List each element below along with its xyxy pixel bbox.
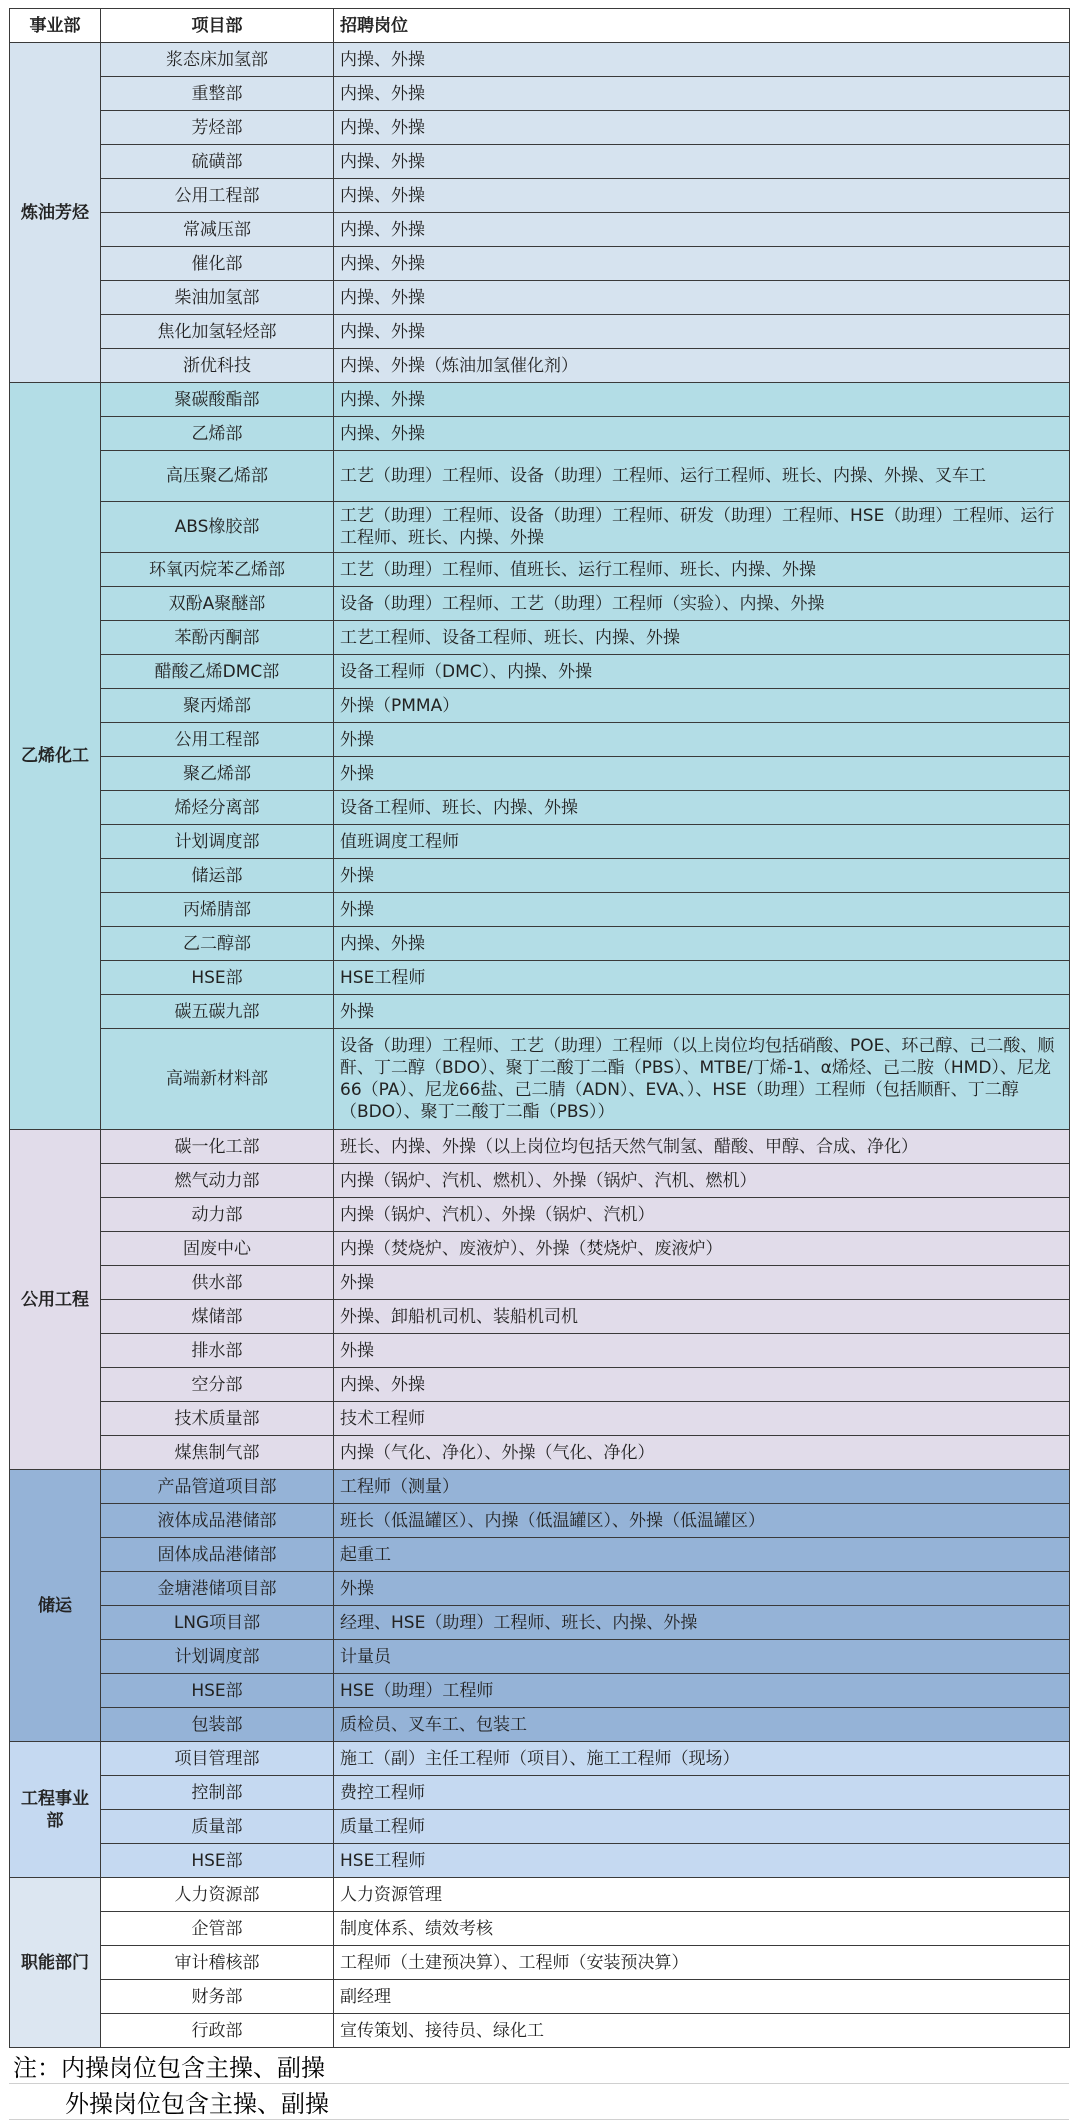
- project-cell: 人力资源部: [101, 1878, 334, 1912]
- note-line-2: 外操岗位包含主操、副操: [9, 2084, 545, 2120]
- table-row: [10, 1300, 1070, 1334]
- table-row: [10, 1198, 1070, 1232]
- table-row: [10, 1572, 1070, 1606]
- position-cell: 施工（副）主任工程师（项目）、施工工程师（现场）: [334, 1742, 1070, 1776]
- table-row: [10, 1334, 1070, 1368]
- project-cell: 煤焦制气部: [101, 1436, 334, 1470]
- position-cell: 起重工: [334, 1538, 1070, 1572]
- project-cell: 金塘港储项目部: [101, 1572, 334, 1606]
- project-cell: 企管部: [101, 1912, 334, 1946]
- table-row: [10, 689, 1070, 723]
- table-row: [10, 723, 1070, 757]
- position-cell: 内操、外操: [334, 247, 1070, 281]
- table-row: [10, 247, 1070, 281]
- table-row: [10, 1640, 1070, 1674]
- project-cell: 产品管道项目部: [101, 1470, 334, 1504]
- table-row: [10, 961, 1070, 995]
- position-cell: 内操、外操: [334, 281, 1070, 315]
- table-row: [10, 1436, 1070, 1470]
- project-cell: 煤储部: [101, 1300, 334, 1334]
- table-body: [10, 43, 1070, 2048]
- project-cell: 公用工程部: [101, 179, 334, 213]
- project-cell: 财务部: [101, 1980, 334, 2014]
- position-cell: 值班调度工程师: [334, 825, 1070, 859]
- position-cell: 内操、外操: [334, 77, 1070, 111]
- table-row: [10, 655, 1070, 689]
- position-cell: 工艺工程师、设备工程师、班长、内操、外操: [334, 621, 1070, 655]
- header-position: 招聘岗位: [334, 9, 1070, 43]
- table-row: [10, 1674, 1070, 1708]
- project-cell: 催化部: [101, 247, 334, 281]
- table-row: [10, 1266, 1070, 1300]
- recruitment-table: [9, 8, 1070, 2048]
- table-row: [10, 349, 1070, 383]
- position-cell: 工艺（助理）工程师、设备（助理）工程师、运行工程师、班长、内操、外操、叉车工: [334, 451, 1070, 502]
- project-cell: 燃气动力部: [101, 1164, 334, 1198]
- table-row: [10, 43, 1070, 77]
- position-cell: 外操: [334, 859, 1070, 893]
- table-row: [10, 383, 1070, 417]
- position-cell: 外操: [334, 995, 1070, 1029]
- position-cell: 班长、内操、外操（以上岗位均包括天然气制氢、醋酸、甲醇、合成、净化）: [334, 1130, 1070, 1164]
- notes: [9, 2048, 1069, 2120]
- position-cell: 内操、外操: [334, 315, 1070, 349]
- table-row: [10, 825, 1070, 859]
- project-cell: 液体成品港储部: [101, 1504, 334, 1538]
- project-cell: HSE部: [101, 1674, 334, 1708]
- position-cell: 外操: [334, 1572, 1070, 1606]
- header-division: 事业部: [10, 9, 101, 43]
- position-cell: 外操、卸船机司机、装船机司机: [334, 1300, 1070, 1334]
- project-cell: 计划调度部: [101, 1640, 334, 1674]
- position-cell: 内操、外操: [334, 927, 1070, 961]
- position-cell: 内操、外操: [334, 145, 1070, 179]
- project-cell: 浆态床加氢部: [101, 43, 334, 77]
- project-cell: 计划调度部: [101, 825, 334, 859]
- table-row: [10, 315, 1070, 349]
- position-cell: 内操、外操: [334, 43, 1070, 77]
- table-row: [10, 2014, 1070, 2048]
- position-cell: HSE工程师: [334, 1844, 1070, 1878]
- division-cell: 职能部门: [10, 1878, 101, 2048]
- table-row: [10, 1980, 1070, 2014]
- table-row: [10, 502, 1070, 553]
- position-cell: 内操、外操: [334, 179, 1070, 213]
- position-cell: 内操、外操（炼油加氢催化剂）: [334, 349, 1070, 383]
- header-row: [10, 9, 1070, 43]
- position-cell: 内操、外操: [334, 1368, 1070, 1402]
- project-cell: 储运部: [101, 859, 334, 893]
- position-cell: 外操: [334, 893, 1070, 927]
- position-cell: 工艺（助理）工程师、设备（助理）工程师、研发（助理）工程师、HSE（助理）工程师、运行工程师、班长、内操、外操: [334, 502, 1070, 553]
- position-cell: 设备工程师、班长、内操、外操: [334, 791, 1070, 825]
- division-cell: 工程事业部: [10, 1742, 101, 1878]
- position-cell: 内操、外操: [334, 383, 1070, 417]
- table-row: [10, 1029, 1070, 1130]
- position-cell: 计量员: [334, 1640, 1070, 1674]
- table-row: [10, 1708, 1070, 1742]
- position-cell: 制度体系、绩效考核: [334, 1912, 1070, 1946]
- project-cell: ABS橡胶部: [101, 502, 334, 553]
- project-cell: 高压聚乙烯部: [101, 451, 334, 502]
- project-cell: 浙优科技: [101, 349, 334, 383]
- table-row: [10, 587, 1070, 621]
- position-cell: 内操（锅炉、汽机）、外操（锅炉、汽机）: [334, 1198, 1070, 1232]
- project-cell: 固体成品港储部: [101, 1538, 334, 1572]
- project-cell: 碳一化工部: [101, 1130, 334, 1164]
- position-cell: HSE（助理）工程师: [334, 1674, 1070, 1708]
- table-row: [10, 995, 1070, 1029]
- position-cell: 内操、外操: [334, 111, 1070, 145]
- table-row: [10, 553, 1070, 587]
- table-row: [10, 1470, 1070, 1504]
- project-cell: 行政部: [101, 2014, 334, 2048]
- project-cell: 环氧丙烷苯乙烯部: [101, 553, 334, 587]
- project-cell: 烯烃分离部: [101, 791, 334, 825]
- division-cell: 公用工程: [10, 1130, 101, 1470]
- project-cell: 乙二醇部: [101, 927, 334, 961]
- position-cell: 外操: [334, 1334, 1070, 1368]
- project-cell: 审计稽核部: [101, 1946, 334, 1980]
- table-row: [10, 1606, 1070, 1640]
- project-cell: 苯酚丙酮部: [101, 621, 334, 655]
- recruitment-sheet: [9, 8, 1077, 2120]
- position-cell: 设备（助理）工程师、工艺（助理）工程师（以上岗位均包括硝酸、POE、环己醇、己二酸、顺酐、丁二醇（BDO）、聚丁二酸丁二酯（PBS）、MTBE/丁烯-1、α烯烃、己二胺（HMD）、尼龙66（PA）、尼龙66盐、己二腈（ADN）、EVA、）、HSE（助理）工程师（包括顺酐、丁二醇（BDO）、聚丁二酸丁二酯（PBS））: [334, 1029, 1070, 1130]
- table-row: [10, 1368, 1070, 1402]
- project-cell: 包装部: [101, 1708, 334, 1742]
- project-cell: 供水部: [101, 1266, 334, 1300]
- table-row: [10, 1232, 1070, 1266]
- table-row: [10, 927, 1070, 961]
- position-cell: 经理、HSE（助理）工程师、班长、内操、外操: [334, 1606, 1070, 1640]
- project-cell: 常减压部: [101, 213, 334, 247]
- project-cell: LNG项目部: [101, 1606, 334, 1640]
- table-row: [10, 111, 1070, 145]
- table-row: [10, 1164, 1070, 1198]
- position-cell: 内操（锅炉、汽机、燃机）、外操（锅炉、汽机、燃机）: [334, 1164, 1070, 1198]
- position-cell: 内操（焚烧炉、废液炉）、外操（焚烧炉、废液炉）: [334, 1232, 1070, 1266]
- project-cell: 柴油加氢部: [101, 281, 334, 315]
- project-cell: 双酚A聚醚部: [101, 587, 334, 621]
- table-row: [10, 1912, 1070, 1946]
- project-cell: 聚丙烯部: [101, 689, 334, 723]
- table-row: [10, 179, 1070, 213]
- division-cell: 乙烯化工: [10, 383, 101, 1130]
- project-cell: 乙烯部: [101, 417, 334, 451]
- table-row: [10, 1742, 1070, 1776]
- division-cell: 储运: [10, 1470, 101, 1742]
- table-row: [10, 1402, 1070, 1436]
- project-cell: 芳烃部: [101, 111, 334, 145]
- table-row: [10, 1776, 1070, 1810]
- table-row: [10, 213, 1070, 247]
- position-cell: 工程师（测量）: [334, 1470, 1070, 1504]
- table-row: [10, 1878, 1070, 1912]
- position-cell: 工程师（土建预决算）、工程师（安装预决算）: [334, 1946, 1070, 1980]
- division-cell: 炼油芳烃: [10, 43, 101, 383]
- table-row: [10, 145, 1070, 179]
- project-cell: 重整部: [101, 77, 334, 111]
- position-cell: 外操: [334, 723, 1070, 757]
- table-row: [10, 1130, 1070, 1164]
- table-row: [10, 77, 1070, 111]
- project-cell: 固废中心: [101, 1232, 334, 1266]
- project-cell: 醋酸乙烯DMC部: [101, 655, 334, 689]
- position-cell: 质量工程师: [334, 1810, 1070, 1844]
- position-cell: 内操、外操: [334, 213, 1070, 247]
- position-cell: 设备（助理）工程师、工艺（助理）工程师（实验）、内操、外操: [334, 587, 1070, 621]
- table-row: [10, 451, 1070, 502]
- project-cell: 技术质量部: [101, 1402, 334, 1436]
- table-row: [10, 1946, 1070, 1980]
- project-cell: 丙烯腈部: [101, 893, 334, 927]
- position-cell: 质检员、叉车工、包装工: [334, 1708, 1070, 1742]
- project-cell: 排水部: [101, 1334, 334, 1368]
- table-row: [10, 1810, 1070, 1844]
- table-row: [10, 417, 1070, 451]
- position-cell: 副经理: [334, 1980, 1070, 2014]
- position-cell: 人力资源管理: [334, 1878, 1070, 1912]
- table-row: [10, 1844, 1070, 1878]
- table-row: [10, 791, 1070, 825]
- table-row: [10, 757, 1070, 791]
- position-cell: HSE工程师: [334, 961, 1070, 995]
- position-cell: 设备工程师（DMC）、内操、外操: [334, 655, 1070, 689]
- project-cell: 焦化加氢轻烃部: [101, 315, 334, 349]
- position-cell: 内操、外操: [334, 417, 1070, 451]
- project-cell: 碳五碳九部: [101, 995, 334, 1029]
- table-row: [10, 859, 1070, 893]
- position-cell: 外操（PMMA）: [334, 689, 1070, 723]
- project-cell: 空分部: [101, 1368, 334, 1402]
- project-cell: HSE部: [101, 961, 334, 995]
- project-cell: 动力部: [101, 1198, 334, 1232]
- project-cell: 硫磺部: [101, 145, 334, 179]
- position-cell: 技术工程师: [334, 1402, 1070, 1436]
- project-cell: 高端新材料部: [101, 1029, 334, 1130]
- position-cell: 班长（低温罐区）、内操（低温罐区）、外操（低温罐区）: [334, 1504, 1070, 1538]
- table-row: [10, 281, 1070, 315]
- header-project: 项目部: [101, 9, 334, 43]
- table-row: [10, 621, 1070, 655]
- table-row: [10, 893, 1070, 927]
- project-cell: HSE部: [101, 1844, 334, 1878]
- project-cell: 聚乙烯部: [101, 757, 334, 791]
- position-cell: 外操: [334, 1266, 1070, 1300]
- position-cell: 外操: [334, 757, 1070, 791]
- project-cell: 控制部: [101, 1776, 334, 1810]
- table-row: [10, 1538, 1070, 1572]
- position-cell: 工艺（助理）工程师、值班长、运行工程师、班长、内操、外操: [334, 553, 1070, 587]
- position-cell: 宣传策划、接待员、绿化工: [334, 2014, 1070, 2048]
- project-cell: 公用工程部: [101, 723, 334, 757]
- table-row: [10, 1504, 1070, 1538]
- position-cell: 内操（气化、净化）、外操（气化、净化）: [334, 1436, 1070, 1470]
- position-cell: 费控工程师: [334, 1776, 1070, 1810]
- project-cell: 聚碳酸酯部: [101, 383, 334, 417]
- project-cell: 项目管理部: [101, 1742, 334, 1776]
- project-cell: 质量部: [101, 1810, 334, 1844]
- note-line-1: 注：内操岗位包含主操、副操: [9, 2048, 545, 2084]
